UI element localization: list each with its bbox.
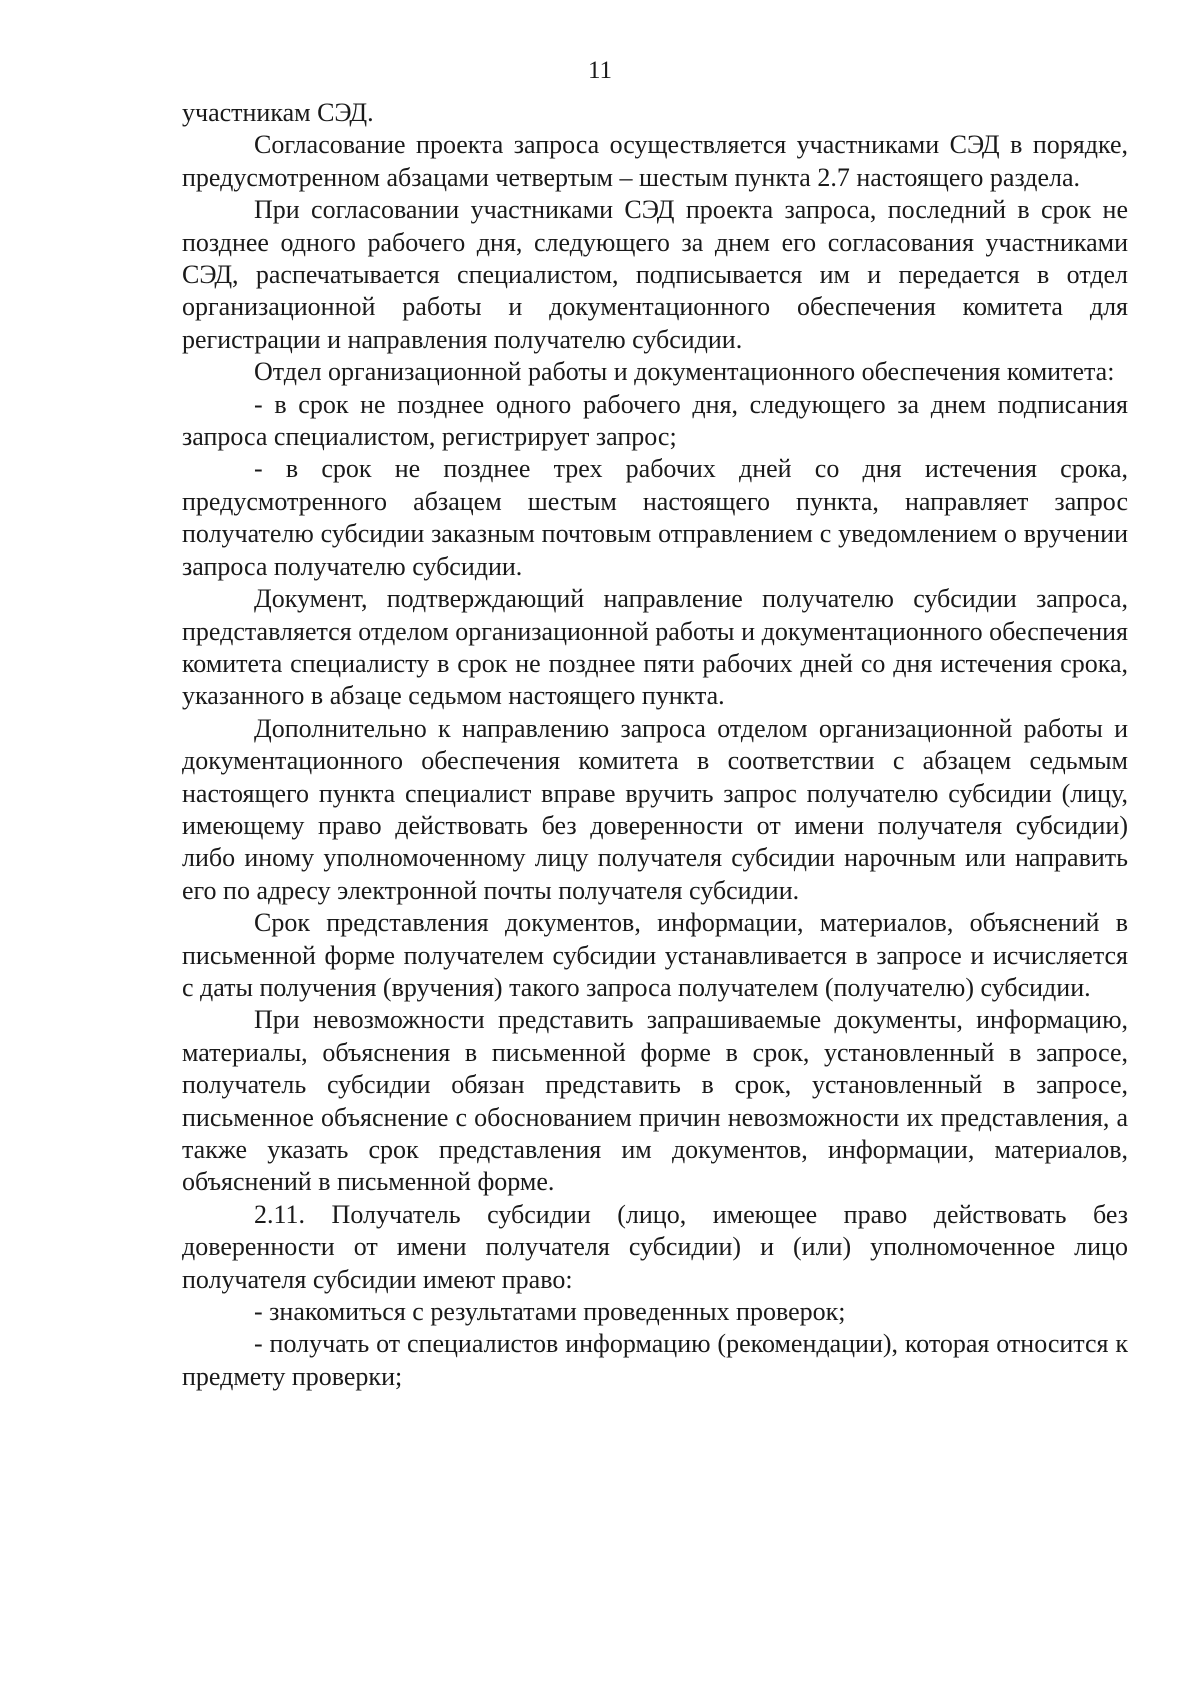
paragraph-continuation: участникам СЭД. — [182, 98, 374, 127]
paragraph-submission-deadline: Срок представления документов, информации, материалов, объяснений в письменной форме получателем субсидии устанавливается в запросе и исчисляется с даты получения (вручения) такого запроса получателем (получателю) субсидии. — [182, 908, 1128, 1002]
paragraph-department-duties: Отдел организационной работы и документационного обеспечения комитета: — [254, 357, 1115, 387]
paragraph-inability-to-submit: При невозможности представить запрашиваемые документы, информацию, материалы, объяснения в письменной форме в срок, установленный в запросе, получатель субсидии обязан представить в срок, установленный в запросе, письменное объяснение с обоснованием причин невозможности их представления, а также указать срок представления им документов, информации, материалов, объяснений в письменной форме. — [182, 1005, 1128, 1197]
paragraph-list-item: - получать от специалистов информацию (рекомендации), которая относится к предмету проверки; — [182, 1329, 1128, 1391]
paragraph-list-item: - в срок не позднее одного рабочего дня, следующего за днем подписания запроса специалистом, регистрирует запрос; — [182, 389, 1128, 452]
paragraph-section-2-11: 2.11. Получатель субсидии (лицо, имеющее право действовать без доверенности от имени получателя субсидии) и (или) уполномоченное лицо получателя субсидии имеют право: — [182, 1199, 1128, 1294]
paragraph-confirmation-document: Документ, подтверждающий направление получателю субсидии запроса, представляется отделом организационной работы и документационного обеспечения комитета специалисту в срок не позднее пяти рабочих дней со дня истечения срока, указанного в абзаце седьмом настоящего пункта. — [182, 584, 1128, 711]
paragraph-printing-and-signing: При согласовании участниками СЭД проекта запроса, последний в срок не позднее одного рабочего дня, следующего за днем его согласования участниками СЭД, распечатывается специалистом, подписывается им и передается в отдел организационной работы и документационного обеспечения комитета для регистрации и направления получателю субсидии. — [182, 195, 1128, 354]
paragraph-list-item: - знакомиться с результатами проведенных проверок; — [254, 1297, 846, 1327]
document-body — [182, 97, 1128, 1393]
paragraph-list-item: - в срок не позднее трех рабочих дней со дня истечения срока, предусмотренного абзацем шестым настоящего пункта, направляет запрос получателю субсидии заказным почтовым отправлением с уведомлением о вручении запроса получателю субсидии. — [182, 454, 1128, 581]
paragraph-additional-delivery: Дополнительно к направлению запроса отделом организационной работы и документационного обеспечения комитета в соответствии с абзацем седьмым настоящего пункта специалист вправе вручить запрос получателю субсидии (лицу, имеющему право действовать без доверенности от имени получателя субсидии) либо иному уполномоченному лицу получателя субсидии нарочным или направить его по адресу электронной почты получателя субсидии. — [182, 713, 1128, 905]
paragraph-approval-procedure: Согласование проекта запроса осуществляется участниками СЭД в порядке, предусмотренном абзацами четвертым – шестым пункта 2.7 настоящего раздела. — [182, 130, 1128, 192]
page-number: 11 — [587, 57, 613, 84]
